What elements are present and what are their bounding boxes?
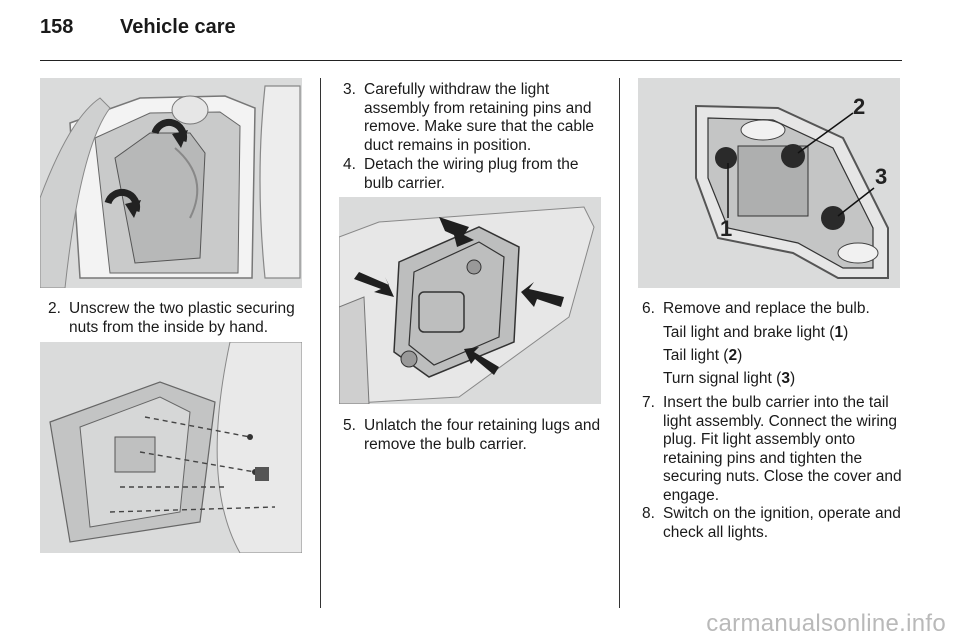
step-2	[48, 300, 310, 337]
step-6-text: Remove and replace the bulb.	[663, 300, 870, 317]
step-7-text: Insert the bulb carrier into the tail light assembly. Connect the wiring plug. Fit light assembly onto retaining pins and tighten the securing nuts. Close the cover and engage.	[663, 394, 902, 504]
step-5-text: Unlatch the four retaining lugs and remove the bulb carrier.	[364, 417, 601, 453]
page-number: 158	[40, 16, 74, 38]
illustration-bulb-carrier-lugs	[339, 197, 601, 404]
illustration-bulb-positions	[638, 78, 900, 288]
column-divider-1	[320, 78, 321, 608]
step-5-number: 5.	[343, 417, 356, 434]
step-4-text: Detach the wiring plug from the bulb carrier.	[364, 156, 579, 192]
illustration-cover-nuts	[40, 78, 302, 288]
callout-2: 2	[853, 94, 866, 119]
step-8	[642, 505, 904, 542]
header-rule	[40, 60, 902, 61]
step-8-number: 8.	[642, 505, 655, 522]
step-3-text: Carefully withdraw the light assembly from retaining pins and remove. Make sure that the cable duct remains in position.	[364, 81, 595, 154]
step-2-number: 2.	[48, 300, 61, 317]
callout-3: 3	[875, 164, 888, 189]
watermark: carmanualsonline.info	[706, 610, 946, 637]
illustration-withdraw-light	[40, 342, 302, 553]
step-5	[343, 417, 605, 454]
page-title: Vehicle care	[120, 16, 236, 38]
step-7	[642, 394, 904, 505]
step-3-number: 3.	[343, 81, 356, 98]
step-7-number: 7.	[642, 394, 655, 411]
step-4-number: 4.	[343, 156, 356, 173]
bulb-item-2: Tail light (2)	[663, 347, 743, 364]
step-4	[343, 156, 605, 193]
bulb-item-1: Tail light and brake light (1)	[663, 324, 849, 341]
page-header	[40, 16, 236, 46]
step-3	[343, 81, 605, 155]
callout-1: 1	[720, 216, 733, 241]
step-6	[642, 300, 904, 319]
step-6-number: 6.	[642, 300, 655, 317]
bulb-item-3: Turn signal light (3)	[663, 370, 796, 387]
column-divider-2	[619, 78, 620, 608]
step-8-text: Switch on the ignition, operate and check all lights.	[663, 505, 901, 541]
step-2-text: Unscrew the two plastic securing nuts from the inside by hand.	[69, 300, 295, 336]
